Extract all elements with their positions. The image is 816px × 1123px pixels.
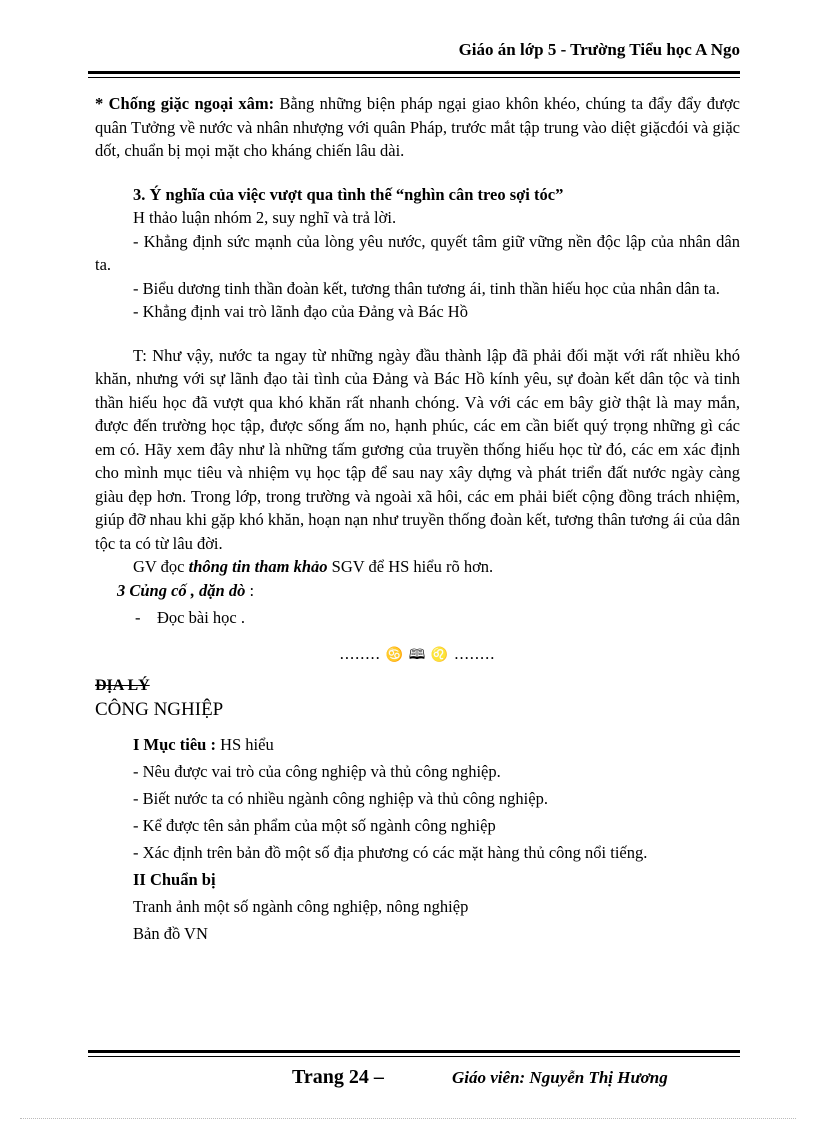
teacher-name: Giáo viên: Nguyễn Thị Hương bbox=[452, 1068, 668, 1087]
reference-emphasis: thông tin tham khảo bbox=[188, 557, 328, 576]
consolidate-heading: 3 Củng cố , dặn dò : bbox=[117, 580, 255, 600]
gv-read-line: GV đọc thông tin tham khảo SGV để HS hiểu rõ hơn. bbox=[133, 557, 494, 576]
intro-label: * Chống giặc ngoại xâm: bbox=[95, 94, 275, 113]
prep-heading: II Chuẩn bị bbox=[133, 870, 216, 889]
prep-item: Bản đồ VN bbox=[133, 924, 208, 943]
page-edge bbox=[20, 1118, 796, 1119]
section3-point: - Biểu dương tinh thần đoàn kết, tương thân tương ái, tinh thần hiếu học của nhân dân ta. bbox=[133, 278, 720, 298]
header-rule bbox=[88, 71, 740, 74]
goals-heading: I Mục tiêu : HS hiểu bbox=[133, 735, 274, 754]
teacher-summary: T: Như vậy, nước ta ngay từ những ngày đầu thành lập đã phải đối mặt với rất nhiều khó khăn, nhưng với sự lãnh đạo tài tình của Đảng và Bác Hồ kính yêu, sự đoàn kết dân tộc và tinh thần hiếu học đã vượt qua khó khăn rất nhanh chóng. Và với các em bây giờ thật là may mắn, được đến trường học tập, được sống ấm no, hạnh phúc, các em cần biết quý trọng những gì các em có. Hãy xem đây như là những tấm gương của truyền thống hiếu học từ đó, các em xác định cho mình mục tiêu và nhiệm vụ học tập để sau nay xây dựng và phát triển đất nước ngày càng giàu đẹp hơn. Trong lớp, trong trường và ngoài xã hôi, các em phải biết cộng đồng trách nhiệm, giúp đỡ nhau khi gặp khó khăn, hoạn nạn như truyền thống đoàn kết, tương thân tương ái của dân tộc ta có từ lâu đời. bbox=[95, 345, 740, 553]
goal-item: - Biết nước ta có nhiều ngành công nghiệp và thủ công nghiệp. bbox=[133, 789, 548, 808]
section3-point: - Khẳng định vai trò lãnh đạo của Đảng và Bác Hồ bbox=[133, 302, 468, 321]
section3-heading: 3. Ý nghĩa của việc vượt qua tình thế “nghìn cân treo sợi tóc” bbox=[133, 184, 564, 204]
lesson-title: CÔNG NGHIỆP bbox=[95, 698, 224, 720]
document-body bbox=[95, 92, 740, 947]
section3-task: H thảo luận nhóm 2, suy nghĩ và trả lời. bbox=[133, 208, 397, 227]
prep-item: Tranh ảnh một số ngành công nghiệp, nông nghiệp bbox=[133, 897, 469, 916]
header-rule-thin bbox=[88, 77, 740, 78]
decorative-symbols-icon: ♋ 🕮 ♌ bbox=[385, 647, 450, 663]
footer-rule-thin bbox=[88, 1056, 740, 1057]
section3-point: - Khẳng định sức mạnh của lòng yêu nước, quyết tâm giữ vững nền độc lập của nhân dân ta. bbox=[95, 231, 740, 274]
consolidate-item: - Đọc bài học . bbox=[135, 608, 245, 627]
goal-item: - Xác định trên bản đồ một số địa phương có các mặt hàng thủ công nổi tiếng. bbox=[133, 843, 648, 862]
page-number: Trang 24 – bbox=[292, 1066, 384, 1088]
goal-item: - Nêu được vai trò của công nghiệp và thủ công nghiệp. bbox=[133, 762, 501, 781]
header-title: Giáo án lớp 5 - Trường Tiểu học A Ngo bbox=[458, 40, 740, 59]
section-separator: ........ ♋ 🕮 ♌ ........ bbox=[339, 643, 496, 663]
footer-rule bbox=[88, 1050, 740, 1053]
goal-item: - Kể được tên sản phẩm của một số ngành công nghiệp bbox=[133, 816, 496, 835]
subject-heading: ĐỊA LÝ bbox=[95, 677, 150, 694]
intro-text: Bằng những biện pháp ngại giao khôn khéo, chúng ta đẩy đẩy được quân Tưởng về nước và nhân nhượng với quân Pháp, trước mắt tập trung vào diệt giặcđói và giặc dốt, chuẩn bị mọi mặt cho kháng chiến lâu dài. bbox=[95, 94, 740, 160]
intro-paragraph bbox=[95, 92, 740, 163]
